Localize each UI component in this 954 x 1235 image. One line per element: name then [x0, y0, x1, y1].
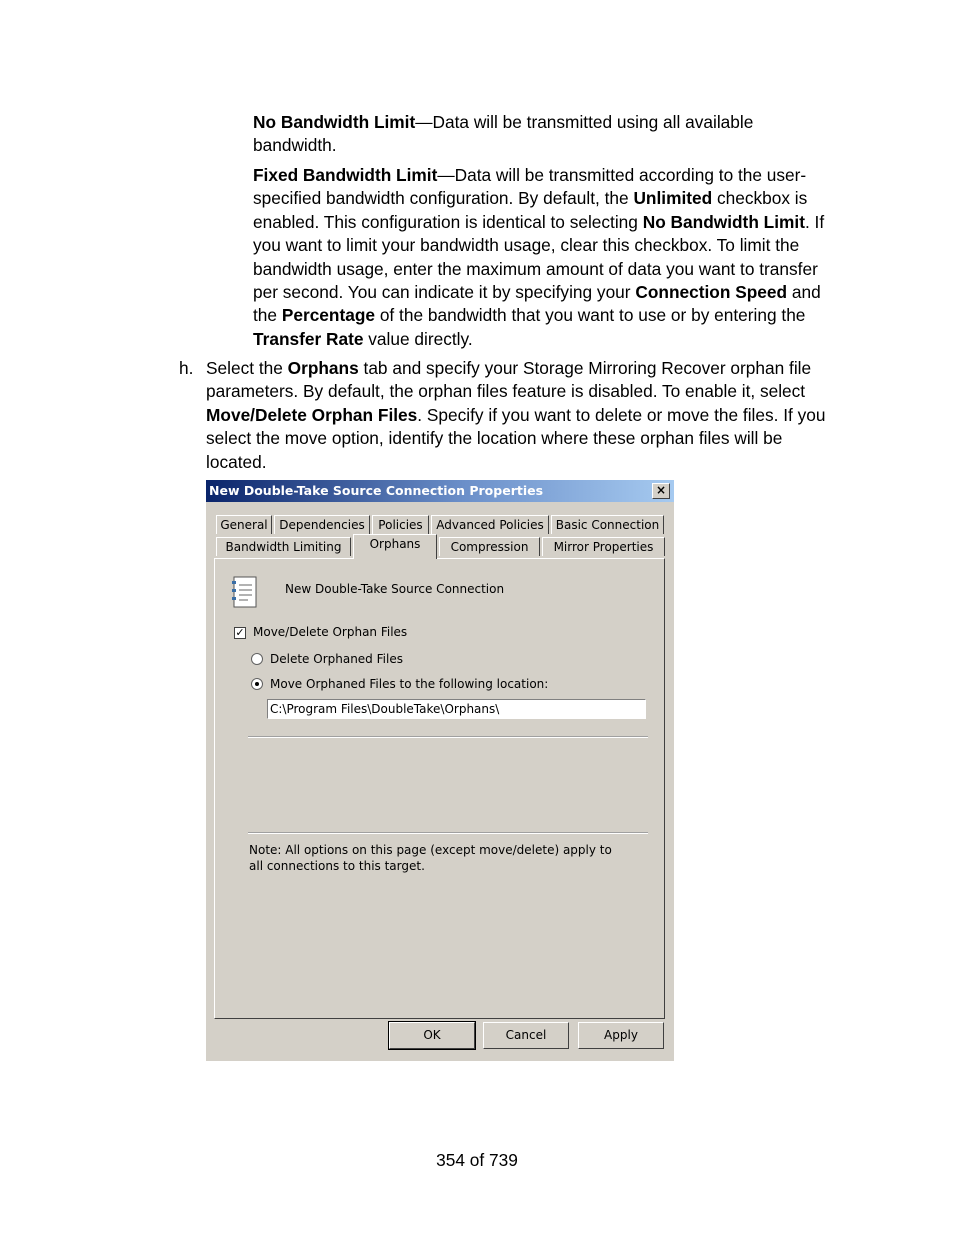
move-orphaned-files-label: Move Orphaned Files to the following location:: [270, 677, 549, 691]
page-number: 354 of 739: [436, 1150, 518, 1170]
tab-orphans[interactable]: Orphans: [353, 534, 437, 559]
close-icon: ×: [655, 483, 667, 497]
dialog-title: New Double-Take Source Connection Properties: [209, 483, 544, 498]
checkmark-icon: ✓: [235, 626, 245, 639]
step-h-paragraph: Select the Orphans tab and specify your Storage Mirroring Recover orphan file parameters. By default, the orphan files feature is disabled. To enable it, select Move/Delete Orphan Files. Specify if you want to delete or move the files. If you select the move option, identify the location where these orphan files will be located.: [206, 358, 826, 472]
connection-document-icon: [230, 575, 260, 609]
tab-bandwidth-limiting[interactable]: Bandwidth Limiting: [216, 537, 351, 556]
tab-mirror-properties[interactable]: Mirror Properties: [542, 537, 665, 556]
separator: [248, 736, 648, 738]
connection-name: New Double-Take Source Connection: [285, 582, 505, 596]
delete-orphaned-files-label: Delete Orphaned Files: [270, 652, 403, 666]
tab-advanced-policies[interactable]: Advanced Policies: [431, 515, 549, 534]
no-bandwidth-limit-paragraph: No Bandwidth Limit—Data will be transmitted using all available bandwidth.: [253, 112, 754, 156]
cancel-button[interactable]: Cancel: [483, 1022, 569, 1049]
fixed-bandwidth-limit-term: Fixed Bandwidth Limit: [253, 165, 438, 185]
move-delete-orphan-files-checkbox[interactable]: [234, 627, 246, 639]
tab-general[interactable]: General: [216, 515, 272, 534]
no-bandwidth-limit-term: No Bandwidth Limit: [253, 112, 416, 132]
separator: [248, 832, 648, 834]
delete-orphaned-files-radio[interactable]: [251, 653, 263, 665]
orphans-location-input[interactable]: [267, 699, 646, 719]
ok-button[interactable]: OK: [389, 1022, 475, 1049]
tab-policies[interactable]: Policies: [372, 515, 429, 534]
step-h-marker: h.: [179, 358, 194, 378]
tab-dependencies[interactable]: Dependencies: [274, 515, 370, 534]
move-delete-orphan-files-label: Move/Delete Orphan Files: [253, 625, 408, 639]
connection-properties-dialog: [206, 480, 674, 1061]
dialog-title-bar[interactable]: [206, 480, 674, 502]
fixed-bandwidth-limit-paragraph: Fixed Bandwidth Limit—Data will be transmitted according to the user-specified bandwidth configuration. By default, the Unlimited checkbox is enabled. This configuration is identical to selecting No Bandwidth Limit. If you want to limit your bandwidth usage, clear this checkbox. To limit the bandwidth usage, enter the maximum amount of data you want to transfer per second. You can indicate it by specifying your Connection Speed and the Percentage of the bandwidth that you want to use or by entering the Transfer Rate value directly.: [253, 165, 825, 349]
apply-button[interactable]: Apply: [578, 1022, 664, 1049]
options-note: Note: All options on this page (except move/delete) apply to all connections to this target.: [249, 843, 612, 873]
tab-compression[interactable]: Compression: [439, 537, 540, 556]
move-orphaned-files-radio[interactable]: [251, 678, 263, 690]
close-button[interactable]: [652, 483, 670, 499]
tab-basic-connection[interactable]: Basic Connection: [551, 515, 664, 534]
